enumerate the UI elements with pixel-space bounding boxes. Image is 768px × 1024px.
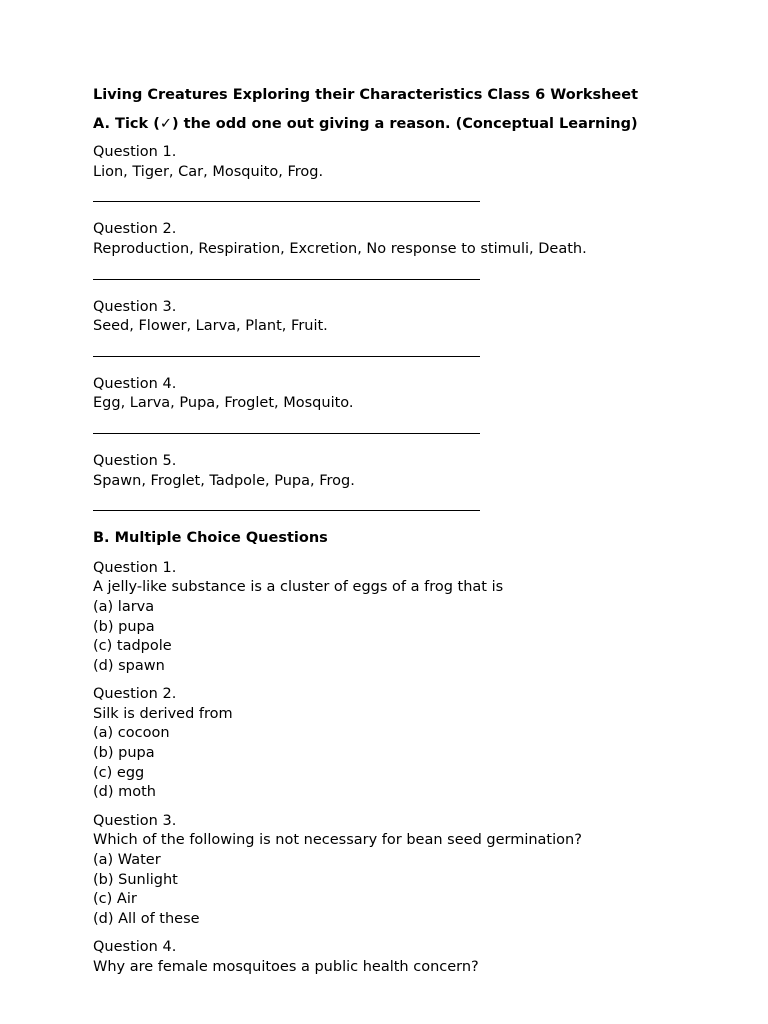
- option-a: (a) cocoon: [93, 725, 170, 742]
- question-text: Lion, Tiger, Car, Mosquito, Frog.: [93, 163, 324, 180]
- question-label: Question 2.: [93, 221, 177, 238]
- question-label: Question 3.: [93, 812, 177, 829]
- question-label: Question 2.: [93, 686, 177, 703]
- section-a-question-3: [93, 298, 733, 357]
- answer-line: [93, 433, 480, 434]
- option-b: (b) Sunlight: [93, 871, 178, 888]
- option-c: (c) tadpole: [93, 638, 172, 655]
- section-b-heading: B. Multiple Choice Questions: [93, 530, 328, 547]
- question-text: Silk is derived from: [93, 705, 233, 722]
- question-label: Question 4.: [93, 939, 177, 956]
- question-label: Question 1.: [93, 559, 177, 576]
- option-a: (a) Water: [93, 852, 161, 869]
- question-text: Reproduction, Respiration, Excretion, No response to stimuli, Death.: [93, 240, 587, 257]
- option-d: (d) spawn: [93, 657, 165, 674]
- question-label: Question 3.: [93, 298, 177, 315]
- question-text: Which of the following is not necessary for bean seed germination?: [93, 832, 582, 849]
- answer-line: [93, 279, 480, 280]
- option-d: (d) All of these: [93, 910, 200, 927]
- question-label: Question 5.: [93, 452, 177, 469]
- question-label: Question 1.: [93, 144, 177, 161]
- section-a-heading: A. Tick (✓) the odd one out giving a reason. (Conceptual Learning): [93, 115, 638, 132]
- section-b-question-3: [93, 812, 733, 930]
- question-text: Seed, Flower, Larva, Plant, Fruit.: [93, 318, 328, 335]
- option-b: (b) pupa: [93, 745, 155, 762]
- option-b: (b) pupa: [93, 618, 155, 635]
- section-a-question-5: [93, 452, 733, 511]
- question-text: Egg, Larva, Pupa, Froglet, Mosquito.: [93, 395, 354, 412]
- answer-line: [93, 510, 480, 511]
- section-a-question-4: [93, 375, 733, 434]
- question-text: Why are female mosquitoes a public health concern?: [93, 959, 479, 975]
- question-label: Question 4.: [93, 375, 177, 392]
- section-a-question-2: [93, 220, 733, 279]
- option-d: (d) moth: [93, 784, 156, 801]
- question-text: A jelly-like substance is a cluster of eggs of a frog that is: [93, 579, 504, 596]
- section-a-question-1: [93, 143, 733, 202]
- option-c: (c) Air: [93, 891, 137, 908]
- option-a: (a) larva: [93, 598, 155, 615]
- section-b-question-4: [93, 938, 733, 977]
- section-b-question-1: [93, 559, 733, 677]
- answer-line: [93, 356, 480, 357]
- answer-line: [93, 201, 480, 202]
- worksheet-page: [93, 86, 733, 987]
- document-title: Living Creatures Exploring their Characteristics Class 6 Worksheet: [93, 87, 639, 103]
- question-text: Spawn, Froglet, Tadpole, Pupa, Frog.: [93, 472, 355, 489]
- section-b-question-2: [93, 685, 733, 803]
- option-c: (c) egg: [93, 764, 145, 781]
